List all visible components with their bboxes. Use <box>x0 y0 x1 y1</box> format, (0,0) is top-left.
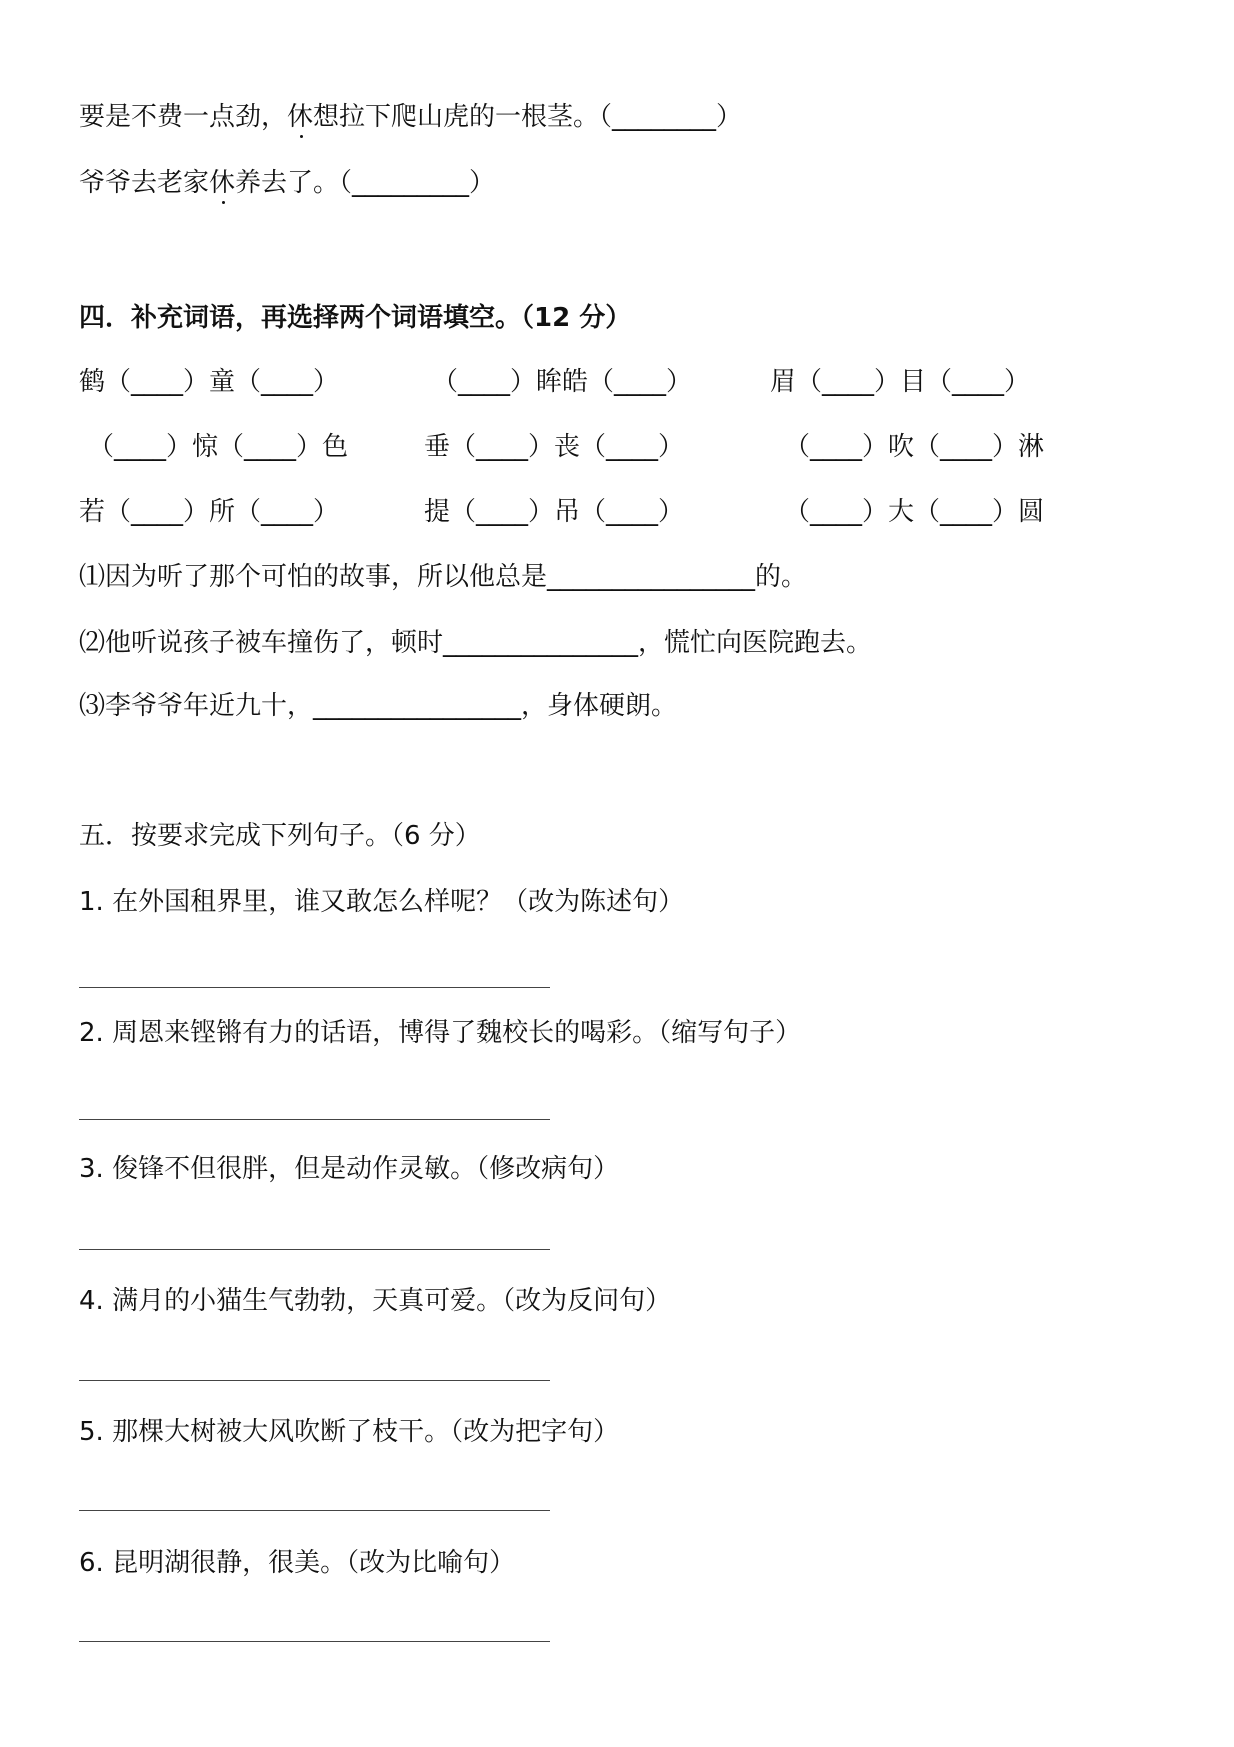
word-group[interactable]: 提（____）吊（____） <box>424 497 685 527</box>
section4-heading: 四．补充词语，再选择两个词语填空。（12 分） <box>79 303 632 333</box>
answer-line-2[interactable] <box>79 1119 550 1120</box>
answer-line-4[interactable] <box>79 1380 550 1381</box>
sentence-line-2 <box>79 166 495 200</box>
text: 爷爷去老家 <box>79 168 210 198</box>
word-group[interactable]: （____）眸皓（____） <box>432 367 693 397</box>
fill-sentence-3[interactable]: ⑶李爷爷年近九十，________________，身体硬朗。 <box>79 691 678 721</box>
sentence-line-1 <box>79 100 742 134</box>
word-group[interactable]: 若（____）所（____） <box>79 497 340 527</box>
task-3: 3. 俊锋不但很胖，但是动作灵敏。（修改病句） <box>79 1154 620 1184</box>
emphasized-char: 休 <box>209 168 236 198</box>
word-group[interactable]: （____）惊（____）色 <box>88 432 349 462</box>
task-4: 4. 满月的小猫生气勃勃，天真可爱。（改为反问句） <box>79 1286 672 1316</box>
answer-line-1[interactable] <box>79 987 550 988</box>
text-with-blank[interactable]: 养去了。（_________） <box>235 168 496 198</box>
task-1: 1. 在外国租界里，谁又敢怎么样呢？（改为陈述句） <box>79 887 685 917</box>
word-group[interactable]: 垂（____）丧（____） <box>424 432 685 462</box>
answer-line-3[interactable] <box>79 1249 550 1250</box>
task-5: 5. 那棵大树被大风吹断了枝干。（改为把字句） <box>79 1417 620 1447</box>
text-with-blank[interactable]: 想拉下爬山虎的一根茎。（________） <box>313 102 743 132</box>
task-6: 6. 昆明湖很静，很美。（改为比喻句） <box>79 1548 516 1578</box>
word-group[interactable]: （____）大（____）圆 <box>784 497 1045 527</box>
fill-sentence-2[interactable]: ⑵他听说孩子被车撞伤了，顿时_______________，慌忙向医院跑去。 <box>79 628 873 658</box>
word-group[interactable]: 鹤（____）童（____） <box>79 367 340 397</box>
text: 要是不费一点劲， <box>79 102 288 132</box>
emphasized-char: 休 <box>287 102 314 132</box>
word-group[interactable]: （____）吹（____）淋 <box>784 432 1045 462</box>
answer-line-5[interactable] <box>79 1510 550 1511</box>
task-2: 2. 周恩来铿锵有力的话语，博得了魏校长的喝彩。（缩写句子） <box>79 1018 802 1048</box>
fill-sentence-1[interactable]: ⑴因为听了那个可怕的故事，所以他总是________________的。 <box>79 562 808 592</box>
section5-heading: 五．按要求完成下列句子。（6 分） <box>79 821 481 851</box>
answer-line-6[interactable] <box>79 1641 550 1642</box>
word-group[interactable]: 眉（____）目（____） <box>770 367 1031 397</box>
